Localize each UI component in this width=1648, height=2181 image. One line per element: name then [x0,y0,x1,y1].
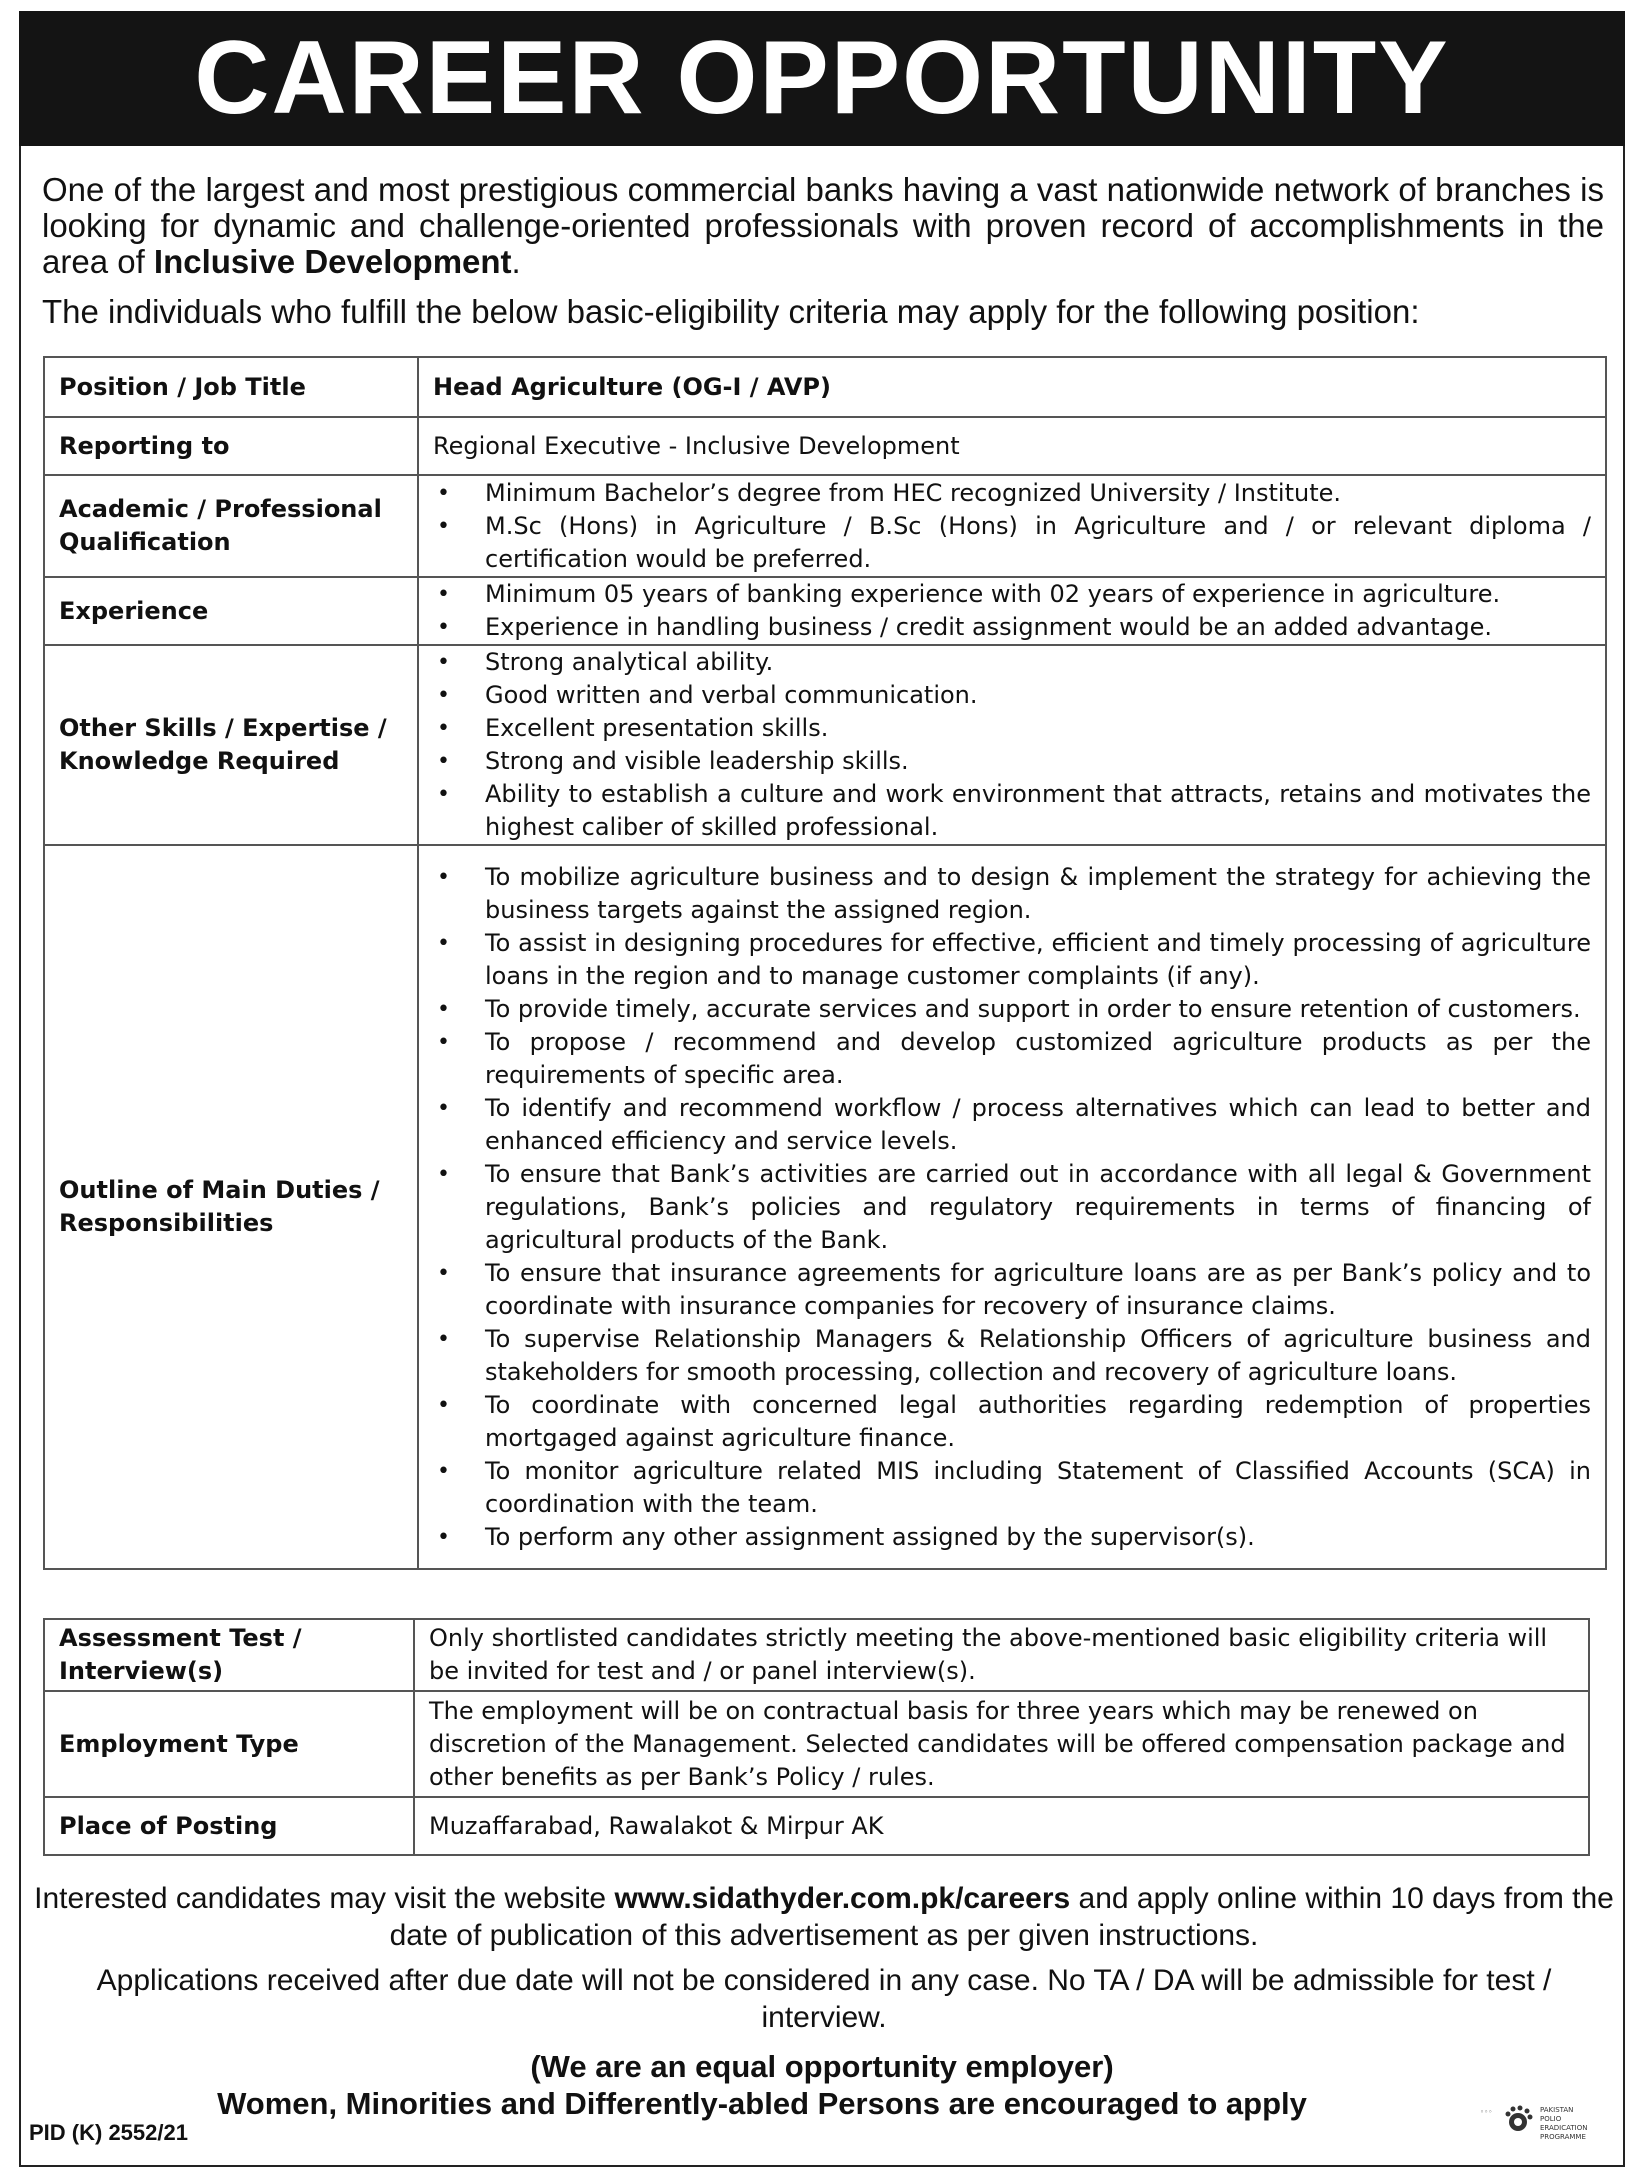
reporting-value: Regional Executive - Inclusive Development [418,417,1606,475]
apply-paragraph [32,1880,1616,1954]
svg-text:◦◦◦: ◦◦◦ [1480,2108,1493,2116]
table-row [44,357,1606,417]
criteria-line: The individuals who fulfill the below basic-eligibility criteria may apply for the following position: [42,293,1420,330]
table-row [44,577,1606,645]
late-application-note: Applications received after due date will not be considered in any case. No TA / DA will be admissible for test / interview. [96,1964,1552,2034]
row-label-experience: Experience [44,577,418,645]
logo-text-line: PAKISTAN [1540,2106,1574,2114]
qualification-list [433,477,1591,576]
duties-cell [418,845,1606,1569]
table-row [44,845,1606,1569]
list-item: • To supervise Relationship Managers & Relationship Officers of agriculture business and stakeholders for smooth processing, collection and recovery of agriculture loans. [433,1323,1591,1389]
table-row [44,1691,1589,1797]
terms-table [43,1618,1590,1856]
row-label-posting: Place of Posting [44,1797,414,1855]
careers-link[interactable]: www.sidathyder.com.pk/careers [614,1882,1071,1915]
table-row [44,475,1606,577]
job-details-table [43,356,1607,1570]
list-item: • Minimum 05 years of banking experience with 02 years of experience in agriculture. [433,578,1591,611]
list-item: • Strong analytical ability. [433,646,1591,679]
logo-text-line: ERADICATION [1540,2124,1588,2132]
table-row [44,1797,1589,1855]
pid-number: PID (K) 2552/21 [29,2120,188,2145]
table-row [44,645,1606,845]
list-item: • Experience in handling business / credit assignment would be an added advantage. [433,611,1591,644]
qualification-cell [418,475,1606,577]
duties-list [433,861,1591,1554]
list-item: • Excellent presentation skills. [433,712,1591,745]
table-row [44,417,1606,475]
list-item: • Strong and visible leadership skills. [433,745,1591,778]
polio-eradication-logo [1478,2100,1593,2148]
apply-after: and apply online within 10 days from the date of publication of this advertisement as per given instructions. [389,1882,1614,1952]
list-item: • To provide timely, accurate services and support in order to ensure retention of customers. [433,993,1591,1026]
list-item: • Good written and verbal communication. [433,679,1591,712]
list-item: • To propose / recommend and develop customized agriculture products as per the requirements of specific area. [433,1026,1591,1092]
intro-text: One of the largest and most prestigious commercial banks having a vast nationwide network of branches is looking for dynamic and challenge-oriented professionals with proven record of accomplishments in the area of [42,171,1604,280]
list-item: • M.Sc (Hons) in Agriculture / B.Sc (Hons) in Agriculture and / or relevant diploma / certification would be preferred. [433,510,1591,576]
employment-value: The employment will be on contractual basis for three years which may be renewed on discretion of the Management. Selected candidates will be offered compensation package and other benefits as per Bank’s Policy / rules. [414,1691,1589,1797]
row-label-reporting: Reporting to [44,417,418,475]
list-item: • To mobilize agriculture business and to design & implement the strategy for achieving the business targets against the assigned region. [433,861,1591,927]
list-item: • To ensure that insurance agreements for agriculture loans are as per Bank’s policy and to coordinate with insurance companies for recovery of insurance claims. [433,1257,1591,1323]
intro-end: . [511,243,521,280]
experience-list [433,578,1591,644]
job-title-value: Head Agriculture (OG-I / AVP) [418,357,1606,417]
list-item: • To identify and recommend workflow / process alternatives which can lead to better and enhanced efficiency and service levels. [433,1092,1591,1158]
logo-text-line: POLIO [1540,2115,1562,2123]
skills-list [433,646,1591,844]
posting-value: Muzaffarabad, Rawalakot & Mirpur AK [414,1797,1589,1855]
row-label-position: Position / Job Title [44,357,418,417]
list-item: • Minimum Bachelor’s degree from HEC recognized University / Institute. [433,477,1591,510]
list-item: • To ensure that Bank’s activities are carried out in accordance with all legal & Government regulations, Bank’s policies and regulatory requirements in terms of financing of agricultural products of the Bank. [433,1158,1591,1257]
row-label-assessment: Assessment Test / Interview(s) [44,1619,414,1691]
skills-cell [418,645,1606,845]
page-title: CAREER OPPORTUNITY [19,11,1625,146]
list-item: • To monitor agriculture related MIS including Statement of Classified Accounts (SCA) in coordination with the team. [433,1455,1591,1521]
experience-cell [418,577,1606,645]
row-label-skills: Other Skills / Expertise / Knowledge Required [44,645,418,845]
row-label-qualification: Academic / Professional Qualification [44,475,418,577]
table-row [44,1619,1589,1691]
list-item: • To coordinate with concerned legal authorities regarding redemption of properties mortgaged against agriculture finance. [433,1389,1591,1455]
row-label-employment: Employment Type [44,1691,414,1797]
intro-paragraph [42,172,1604,280]
list-item: • Ability to establish a culture and work environment that attracts, retains and motivates the highest caliber of skilled professional. [433,778,1591,844]
intro-emphasis: Inclusive Development [153,243,512,280]
encourage-line: Women, Minorities and Differently-abled Persons are encouraged to apply [217,2086,1307,2121]
list-item: • To perform any other assignment assigned by the supervisor(s). [433,1521,1591,1554]
logo-text-line: PROGRAMME [1540,2133,1586,2141]
row-label-duties: Outline of Main Duties / Responsibilities [44,845,418,1569]
apply-before: Interested candidates may visit the website [34,1882,615,1915]
assessment-value: Only shortlisted candidates strictly meeting the above-mentioned basic eligibility criteria will be invited for test and / or panel interview(s). [414,1619,1589,1691]
list-item: • To assist in designing procedures for effective, efficient and timely processing of agriculture loans in the region and to manage customer complaints (if any). [433,927,1591,993]
equal-opportunity-line: (We are an equal opportunity employer) [530,2049,1114,2084]
